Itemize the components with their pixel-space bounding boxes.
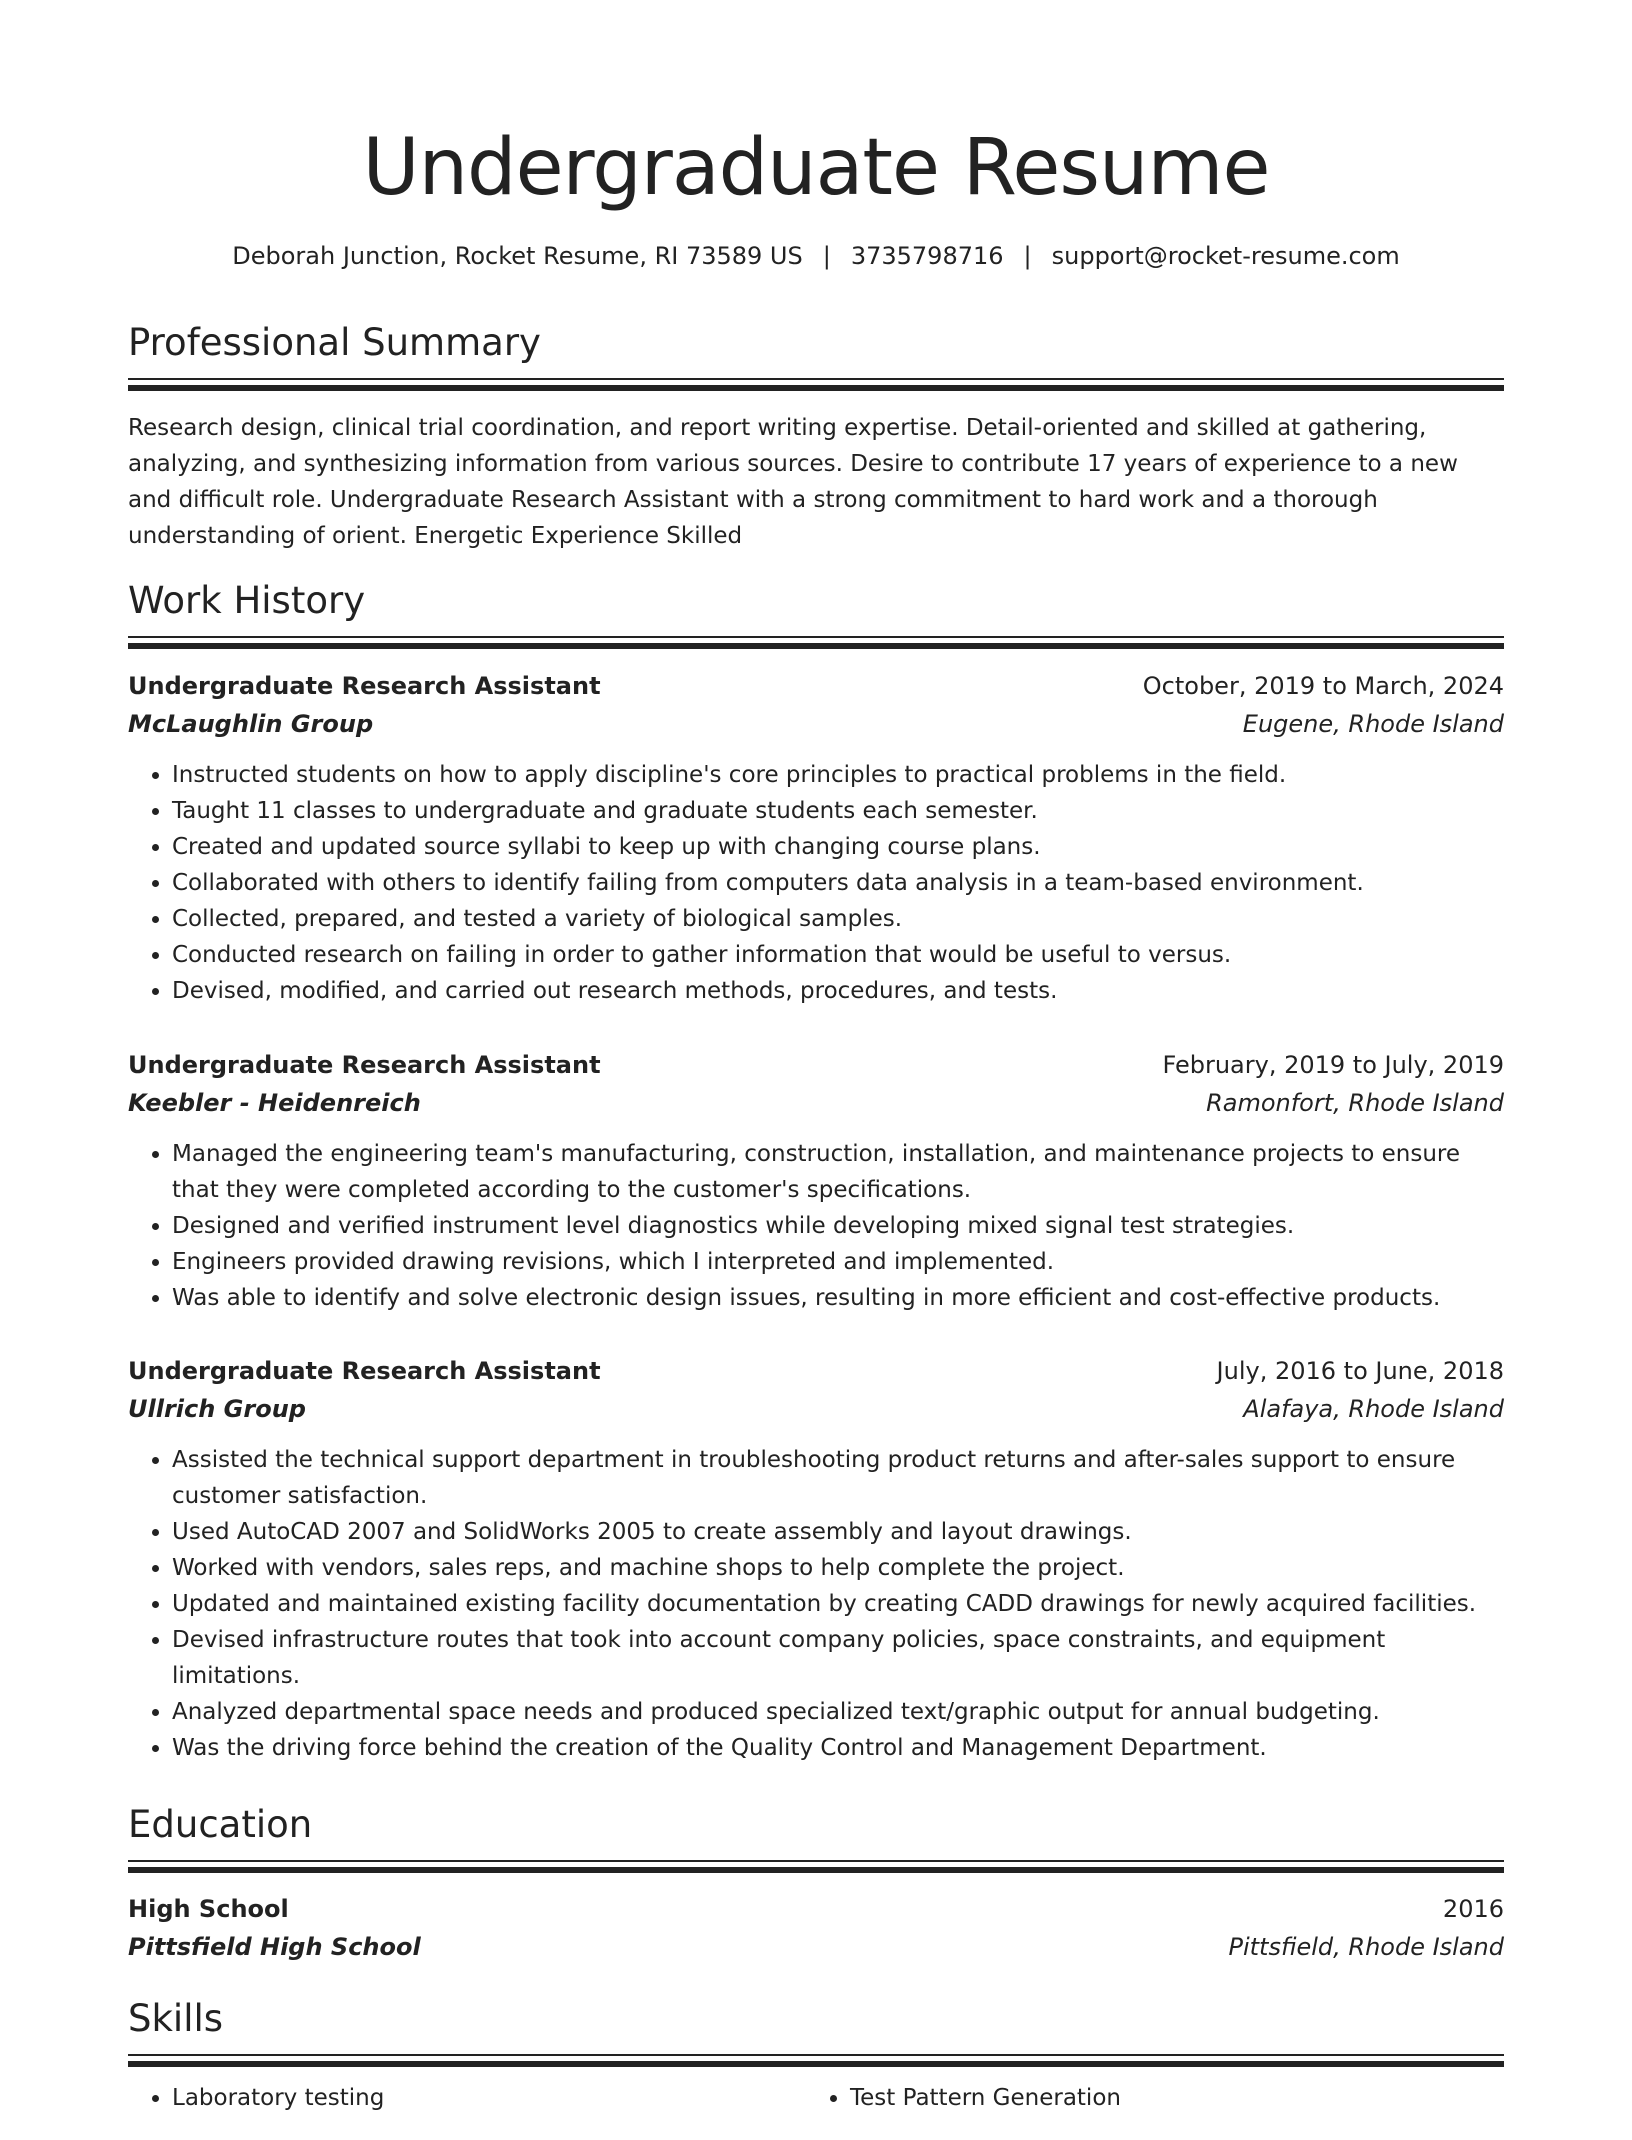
- contact-separator: |: [1023, 242, 1032, 270]
- job-bullet: • Worked with vendors, sales reps, and machine shops to help complete the project.: [172, 1550, 1504, 1586]
- resume-title: Undergraduate Resume: [362, 123, 1270, 213]
- job-entry: [128, 1046, 1504, 1316]
- job-bullet: • Was the driving force behind the creation of the Quality Control and Management Department.: [172, 1730, 1504, 1766]
- section-heading-skills: Skills: [128, 1997, 224, 2040]
- job-employer-row: [128, 705, 1504, 743]
- education-section: [128, 1800, 1504, 1874]
- skills-column-left: [128, 2080, 768, 2116]
- education-location: Pittsfield, Rhode Island: [1228, 1933, 1504, 1961]
- section-heading-education: Education: [128, 1803, 313, 1846]
- job-dates: October, 2019 to March, 2024: [1142, 672, 1504, 700]
- education-school: Pittsfield High School: [128, 1933, 421, 1961]
- job-entry: [128, 667, 1504, 1009]
- job-entry: [128, 1352, 1504, 1766]
- job-employer: Ullrich Group: [128, 1395, 306, 1423]
- job-employer-row: [128, 1390, 1504, 1428]
- job-bullet-list: [128, 757, 1504, 1009]
- section-heading-work-history: Work History: [128, 579, 366, 622]
- education-school-row: [128, 1928, 1504, 1966]
- job-bullet: • Taught 11 classes to undergraduate and graduate students each semester.: [172, 793, 1504, 829]
- contact-phone: 3735798716: [850, 242, 1004, 270]
- job-title: Undergraduate Research Assistant: [128, 1357, 601, 1385]
- job-employer: Keebler - Heidenreich: [128, 1089, 421, 1117]
- job-header-row: [128, 667, 1504, 705]
- job-location: Ramonfort, Rhode Island: [1206, 1089, 1504, 1117]
- job-bullet: • Collaborated with others to identify failing from computers data analysis in a team-based environment.: [172, 865, 1504, 901]
- job-bullet: • Managed the engineering team's manufacturing, construction, installation, and maintenance projects to ensure that they were completed according to the customer's specifications.: [172, 1136, 1504, 1208]
- job-bullet: • Designed and verified instrument level diagnostics while developing mixed signal test strategies.: [172, 1208, 1504, 1244]
- job-location: Alafaya, Rhode Island: [1243, 1395, 1504, 1423]
- contact-separator: |: [822, 242, 831, 270]
- job-bullet: • Created and updated source syllabi to keep up with changing course plans.: [172, 829, 1504, 865]
- job-bullet: • Analyzed departmental space needs and produced specialized text/graphic output for annual budgeting.: [172, 1694, 1504, 1730]
- contact-address: Deborah Junction, Rocket Resume, RI 73589 US: [232, 242, 803, 270]
- job-bullet-list: [128, 1136, 1504, 1316]
- job-bullet: • Engineers provided drawing revisions, which I interpreted and implemented.: [172, 1244, 1504, 1280]
- work-history-section: [128, 576, 1504, 650]
- contact-line: [128, 238, 1504, 274]
- job-header-row: [128, 1352, 1504, 1390]
- job-title: Undergraduate Research Assistant: [128, 1051, 601, 1079]
- section-divider: [128, 2054, 1504, 2068]
- education-year: 2016: [1442, 1895, 1504, 1923]
- education-entry: [128, 1890, 1504, 1966]
- education-header-row: [128, 1890, 1504, 1928]
- job-bullet: • Updated and maintained existing facility documentation by creating CADD drawings for newly acquired facilities.: [172, 1586, 1504, 1622]
- job-bullet-list: [128, 1442, 1504, 1766]
- job-bullet: • Conducted research on failing in order to gather information that would be useful to versus.: [172, 937, 1504, 973]
- job-dates: February, 2019 to July, 2019: [1162, 1051, 1504, 1079]
- job-location: Eugene, Rhode Island: [1242, 710, 1504, 738]
- summary-text: Research design, clinical trial coordination, and report writing expertise. Detail-oriented and skilled at gathering, analyzing, and synthesizing information from various sources. Desire to contribute 17 years of experience to a new and difficult role. Undergraduate Research Assistant with a strong commitment to hard work and a thorough understanding of orient. Energetic Experience Skilled: [128, 415, 1458, 549]
- job-bullet: • Was able to identify and solve electronic design issues, resulting in more efficient and cost-effective products.: [172, 1280, 1504, 1316]
- job-title: Undergraduate Research Assistant: [128, 672, 601, 700]
- section-divider: [128, 378, 1504, 392]
- job-bullet: • Devised infrastructure routes that took into account company policies, space constraints, and equipment limitations.: [172, 1622, 1504, 1694]
- job-bullet: • Instructed students on how to apply discipline's core principles to practical problems in the field.: [172, 757, 1504, 793]
- skills-list: [128, 2080, 1504, 2140]
- skill-item: • Test Pattern Generation: [850, 2080, 1446, 2116]
- section-divider: [128, 636, 1504, 650]
- contact-email: support@rocket-resume.com: [1051, 242, 1400, 270]
- summary-section: [128, 318, 1504, 554]
- skill-item: • Laboratory testing: [172, 2080, 768, 2116]
- job-dates: July, 2016 to June, 2018: [1216, 1357, 1504, 1385]
- job-bullet: • Devised, modified, and carried out research methods, procedures, and tests.: [172, 973, 1504, 1009]
- job-bullet: • Assisted the technical support department in troubleshooting product returns and after-sales support to ensure customer satisfaction.: [172, 1442, 1504, 1514]
- job-employer-row: [128, 1084, 1504, 1122]
- job-bullet: • Collected, prepared, and tested a variety of biological samples.: [172, 901, 1504, 937]
- section-heading-summary: Professional Summary: [128, 321, 541, 364]
- job-bullet: • Used AutoCAD 2007 and SolidWorks 2005 to create assembly and layout drawings.: [172, 1514, 1504, 1550]
- section-divider: [128, 1860, 1504, 1874]
- job-header-row: [128, 1046, 1504, 1084]
- job-employer: McLaughlin Group: [128, 710, 374, 738]
- skills-section: [128, 1994, 1504, 2068]
- skills-column-right: [806, 2080, 1446, 2116]
- education-degree: High School: [128, 1895, 289, 1923]
